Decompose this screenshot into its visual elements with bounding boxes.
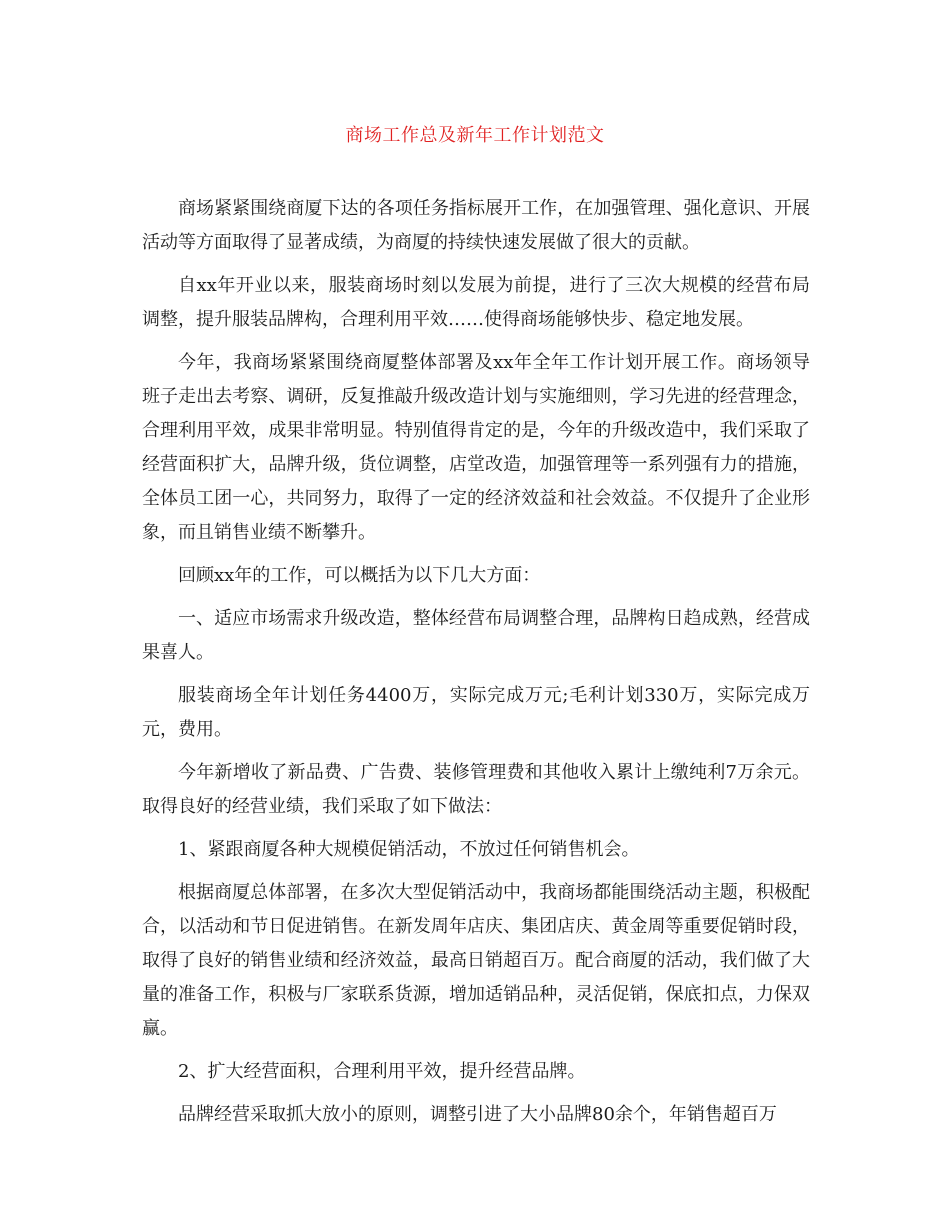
paragraph: 根据商厦总体部署，在多次大型促销活动中，我商场都能围绕活动主题，积极配合，以活动和节日促进销售。在新发周年店庆、集团店庆、黄金周等重要促销时段，取得了良好的销售业绩和经济效益，最高日销超百万。配合商厦的活动，我们做了大量的准备工作，积极与厂家联系货源，增加适销品种，灵活促销，保底扣点，力保双赢。 [142, 882, 810, 1039]
paragraph: 服装商场全年计划任务4400万，实际完成万元;毛利计划330万，实际完成万元，费用。 [142, 685, 810, 740]
paragraph: 回顾xx年的工作，可以概括为以下几大方面： [178, 565, 541, 586]
paragraph: 一、适应市场需求升级改造，整体经营布局调整合理，品牌构日趋成熟，经营成果喜人。 [142, 608, 810, 663]
paragraph: 1、紧跟商厦各种大规模促销活动，不放过任何销售机会。 [178, 839, 640, 860]
document-body [142, 192, 810, 1141]
paragraph: 今年新增收了新品费、广告费、装修管理费和其他收入累计上缴纯利7万余元。取得良好的经营业绩，我们采取了如下做法： [142, 762, 810, 817]
paragraph: 2、扩大经营面积，合理利用平效，提升经营品牌。 [178, 1061, 586, 1082]
paragraph: 品牌经营采取抓大放小的原则，调整引进了大小品牌80余个，年销售超百万 [178, 1104, 777, 1125]
paragraph: 商场紧紧围绕商厦下达的各项任务指标展开工作，在加强管理、强化意识、开展活动等方面取得了显著成绩，为商厦的持续快速发展做了很大的贡献。 [142, 198, 810, 253]
paragraph: 自xx年开业以来，服装商场时刻以发展为前提，进行了三次大规模的经营布局调整，提升服装品牌构，合理利用平效……使得商场能够快步、稳定地发展。 [142, 275, 810, 330]
document-title: 商场工作总及新年工作计划范文 [345, 125, 605, 146]
paragraph: 今年，我商场紧紧围绕商厦整体部署及xx年全年工作计划开展工作。商场领导班子走出去考察、调研，反复推敲升级改造计划与实施细则，学习先进的经营理念，合理利用平效，成果非常明显。特别值得肯定的是，今年的升级改造中，我们采取了经营面积扩大，品牌升级，货位调整，店堂改造，加强管理等一系列强有力的措施，全体员工团一心，共同努力，取得了一定的经济效益和社会效益。不仅提升了企业形象，而且销售业绩不断攀升。 [142, 352, 810, 543]
